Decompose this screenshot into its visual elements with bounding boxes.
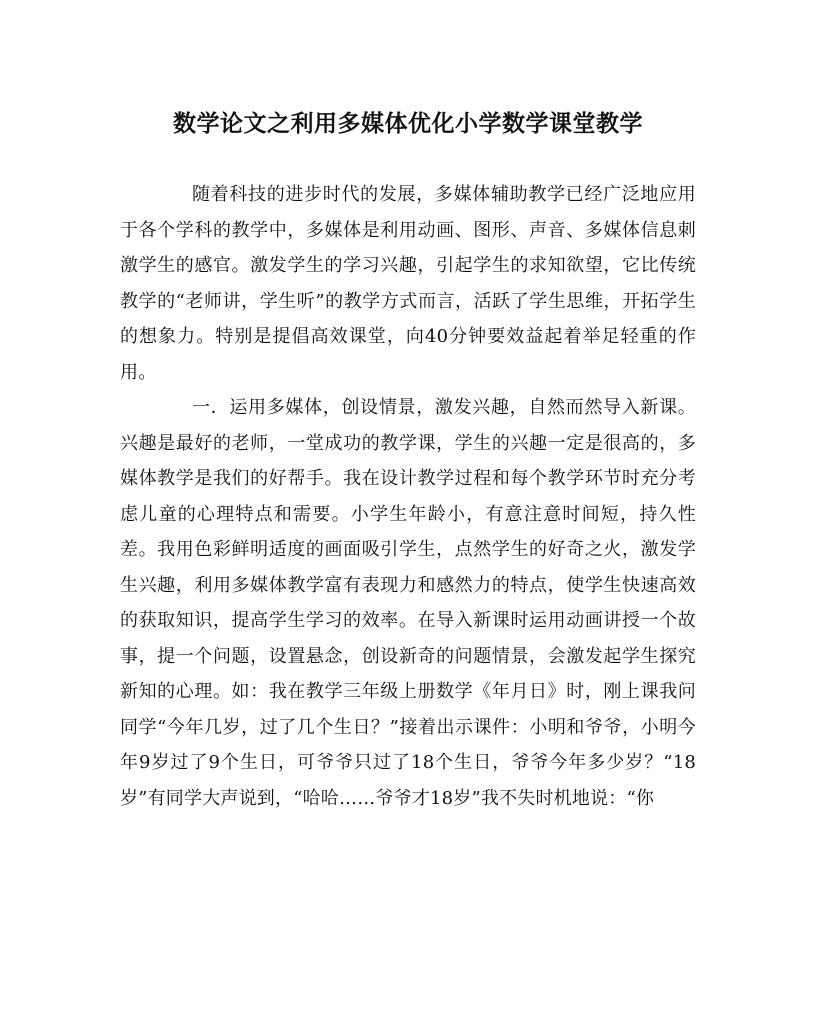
document-body <box>120 177 696 816</box>
document-title: 数学论文之利用多媒体优化小学数学课堂教学 <box>173 110 643 137</box>
paragraph-section-one: 一．运用多媒体，创设情景，激发兴趣，自然而然导入新课。兴趣是最好的老师，一堂成功的教学课，学生的兴趣一定是很高的，多媒体教学是我们的好帮手。我在设计教学过程和每个教学环节时充分考虑儿童的心理特点和需要。小学生年龄小，有意注意时间短，持久性差。我用色彩鲜明适度的画面吸引学生，点然学生的好奇之火，激发学生兴趣，利用多媒体教学富有表现力和感然力的特点，使学生快速高效的获取知识，提高学生学习的效率。在导入新课时运用动画讲授一个故事，提一个问题，设置悬念，创设新奇的问题情景，会激发起学生探究新知的心理。如：我在教学三年级上册数学《年月日》时，刚上课我问同学“今年几岁，过了几个生日？”接着出示课件：小明和爷爷，小明今年9岁过了9个生日，可爷爷只过了18个生日，爷爷今年多少岁？“18岁”有同学大声说到，“哈哈……爷爷才18岁”我不失时机地说：“你 <box>120 397 696 809</box>
paragraph-intro: 随着科技的进步时代的发展，多媒体辅助教学已经广泛地应用于各个学科的教学中，多媒体是利用动画、图形、声音、多媒体信息刺激学生的感官。激发学生的学习兴趣，引起学生的求知欲望，它比传统教学的“老师讲，学生听”的教学方式而言，活跃了学生思维，开拓学生的想象力。特别是提倡高效课堂，向40分钟要效益起着举足轻重的作用。 <box>120 184 696 383</box>
